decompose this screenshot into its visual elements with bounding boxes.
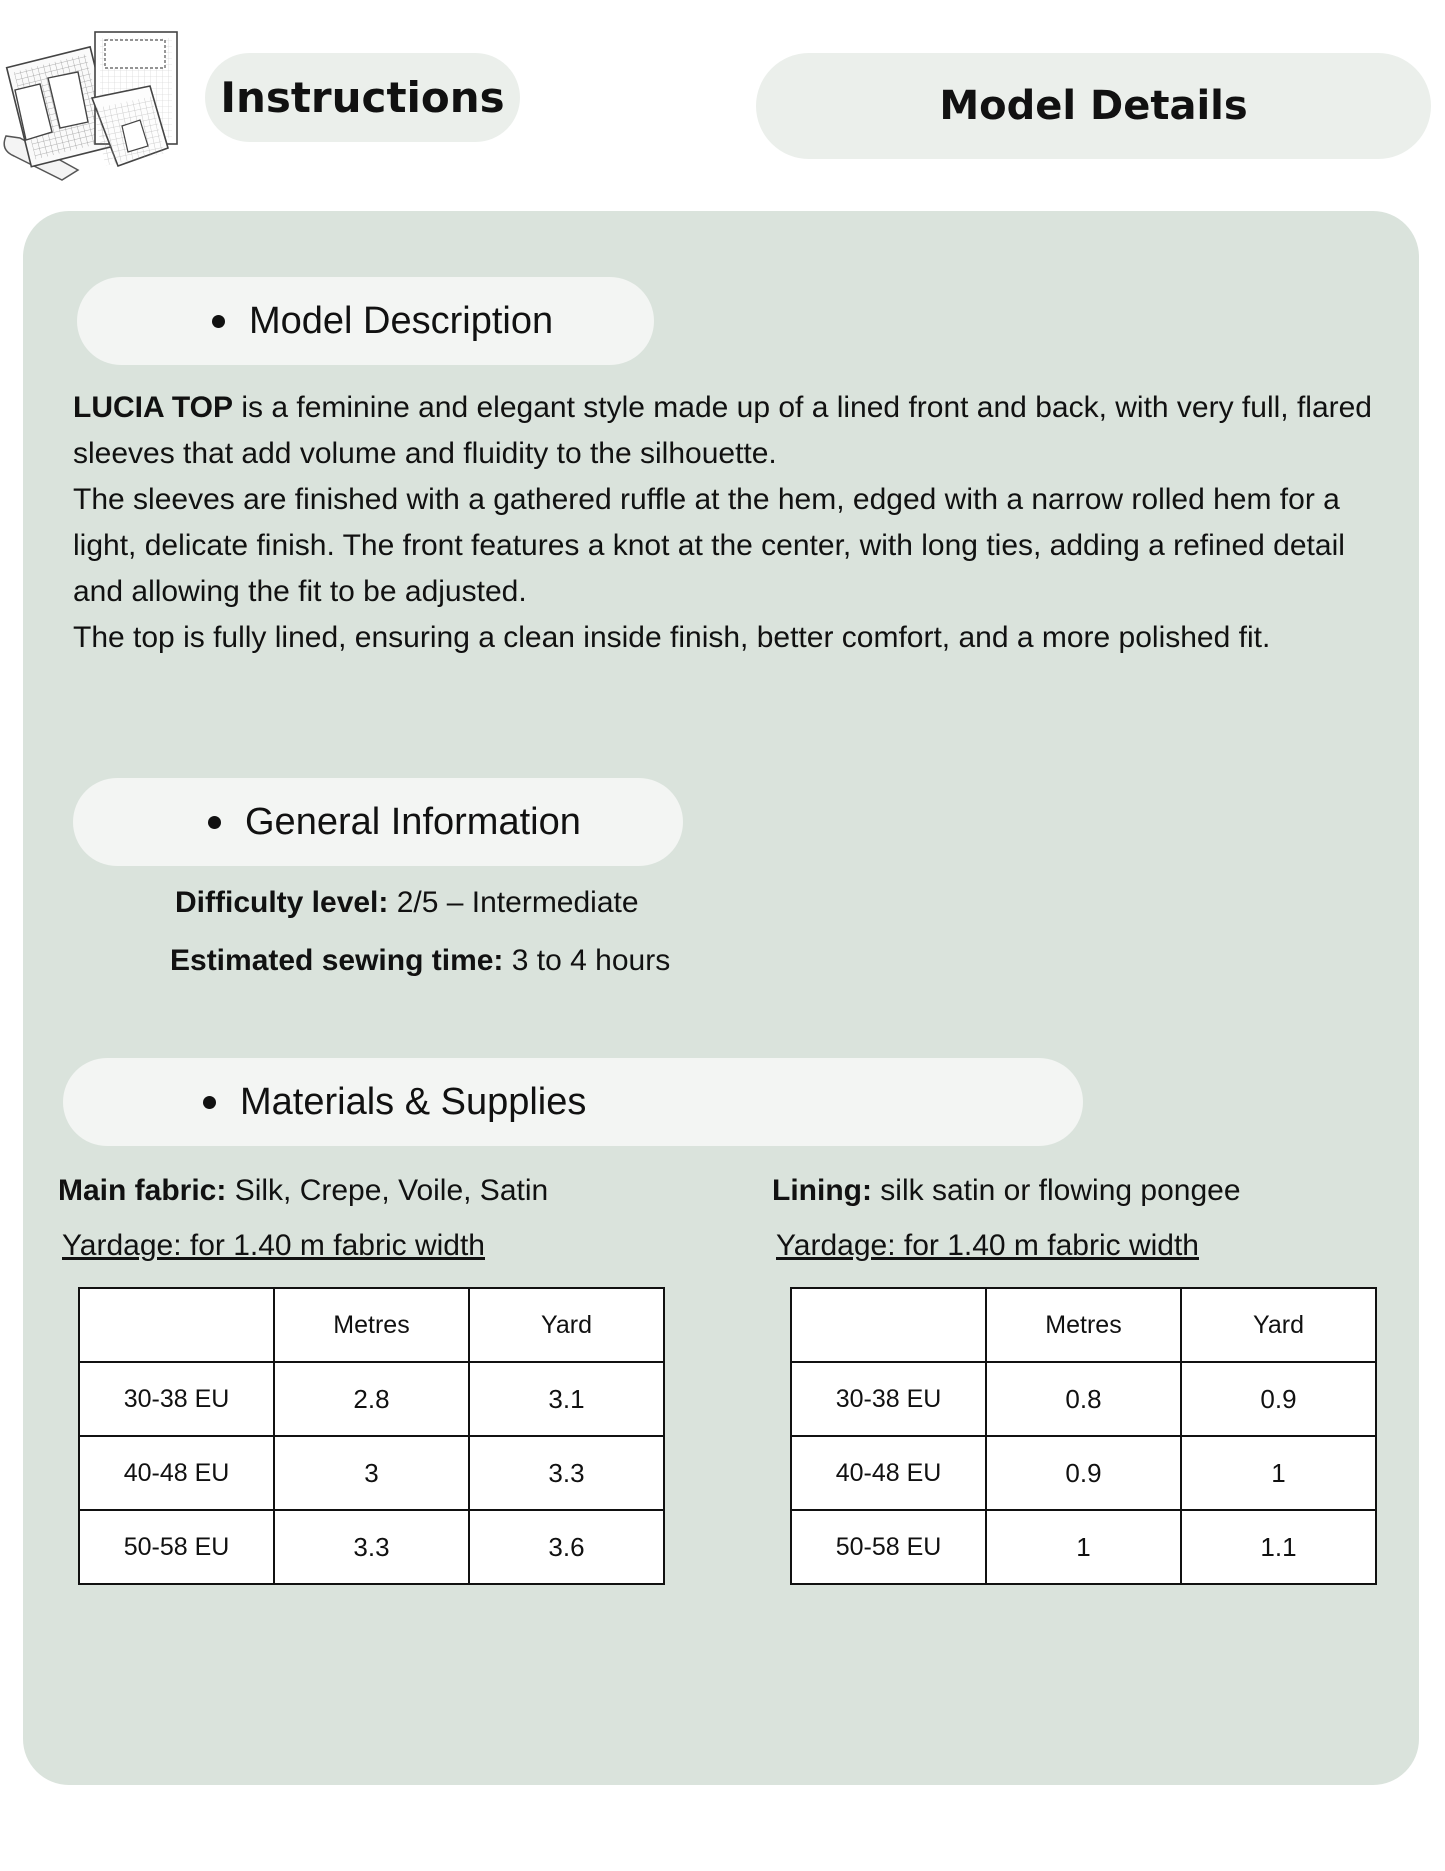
sewing-time-label: Estimated sewing time: (170, 944, 504, 977)
lining-label: Lining: (772, 1174, 872, 1207)
description-paragraph-1-text: is a feminine and elegant style made up of a lined front and back, with very full, flared sleeves that add volume and fluidity to the silhouette. (73, 391, 1372, 470)
lining-fabric (772, 1174, 1241, 1208)
main-fabric-size-table (78, 1287, 665, 1585)
yard-cell: 3.3 (469, 1436, 664, 1510)
table-row (79, 1362, 664, 1436)
yard-cell: 1.1 (1181, 1510, 1376, 1584)
table-header-cell: Yard (469, 1288, 664, 1362)
table-row (791, 1436, 1376, 1510)
difficulty-label: Difficulty level: (175, 886, 389, 919)
model-description-heading (77, 277, 654, 365)
product-name: LUCIA TOP (73, 391, 234, 424)
metres-cell: 3 (274, 1436, 469, 1510)
sewing-time (170, 944, 670, 978)
description-paragraph-2: The sleeves are finished with a gathered ruffle at the hem, edged with a narrow rolled hem for a light, delicate finish. The front features a knot at the center, with long ties, adding a refined detail and allowing the fit to be adjusted. (73, 483, 1345, 608)
bullet-icon (212, 315, 225, 328)
yard-cell: 0.9 (1181, 1362, 1376, 1436)
difficulty-value: 2/5 – Intermediate (388, 886, 639, 919)
metres-cell: 3.3 (274, 1510, 469, 1584)
size-cell: 50-58 EU (791, 1510, 986, 1584)
table-header-cell: Yard (1181, 1288, 1376, 1362)
table-header-row (791, 1288, 1376, 1362)
yard-cell: 3.6 (469, 1510, 664, 1584)
instructions-label: Instructions (220, 73, 505, 122)
table-header-cell (79, 1288, 274, 1362)
lining-yardage: Yardage: for 1.40 m fabric width (776, 1229, 1199, 1262)
main-fabric-value: Silk, Crepe, Voile, Satin (226, 1174, 549, 1207)
materials-heading (63, 1058, 1083, 1146)
metres-cell: 0.8 (986, 1362, 1181, 1436)
model-description-heading-text: Model Description (249, 299, 554, 342)
lining-size-table (790, 1287, 1377, 1585)
table-row (791, 1362, 1376, 1436)
materials-heading-text: Materials & Supplies (240, 1080, 587, 1123)
lining-value: silk satin or flowing pongee (871, 1174, 1241, 1207)
pattern-sheets-logo-icon (0, 28, 182, 186)
size-cell: 50-58 EU (79, 1510, 274, 1584)
size-cell: 30-38 EU (79, 1362, 274, 1436)
model-description-text (73, 385, 1393, 661)
table-header-row (79, 1288, 664, 1362)
metres-cell: 2.8 (274, 1362, 469, 1436)
bullet-icon (208, 816, 221, 829)
table-row (791, 1510, 1376, 1584)
table-header-cell: Metres (986, 1288, 1181, 1362)
model-details-label: Model Details (939, 83, 1248, 129)
table-header-cell (791, 1288, 986, 1362)
size-cell: 40-48 EU (79, 1436, 274, 1510)
yard-cell: 3.1 (469, 1362, 664, 1436)
general-information-heading-text: General Information (245, 800, 581, 843)
main-fabric-yardage: Yardage: for 1.40 m fabric width (62, 1229, 485, 1262)
table-header-cell: Metres (274, 1288, 469, 1362)
metres-cell: 1 (986, 1510, 1181, 1584)
bullet-icon (203, 1096, 216, 1109)
main-fabric (58, 1174, 548, 1208)
description-paragraph-3: The top is fully lined, ensuring a clean inside finish, better comfort, and a more polished fit. (73, 621, 1271, 654)
difficulty-level (175, 886, 639, 920)
description-paragraph-1 (73, 385, 1393, 477)
instructions-tab[interactable] (205, 53, 520, 142)
size-cell: 40-48 EU (791, 1436, 986, 1510)
size-cell: 30-38 EU (791, 1362, 986, 1436)
model-details-tab[interactable] (756, 53, 1431, 159)
general-information-heading (73, 778, 683, 866)
table-row (79, 1436, 664, 1510)
main-fabric-label: Main fabric: (58, 1174, 227, 1207)
table-row (79, 1510, 664, 1584)
sewing-time-value: 3 to 4 hours (503, 944, 671, 977)
metres-cell: 0.9 (986, 1436, 1181, 1510)
yard-cell: 1 (1181, 1436, 1376, 1510)
